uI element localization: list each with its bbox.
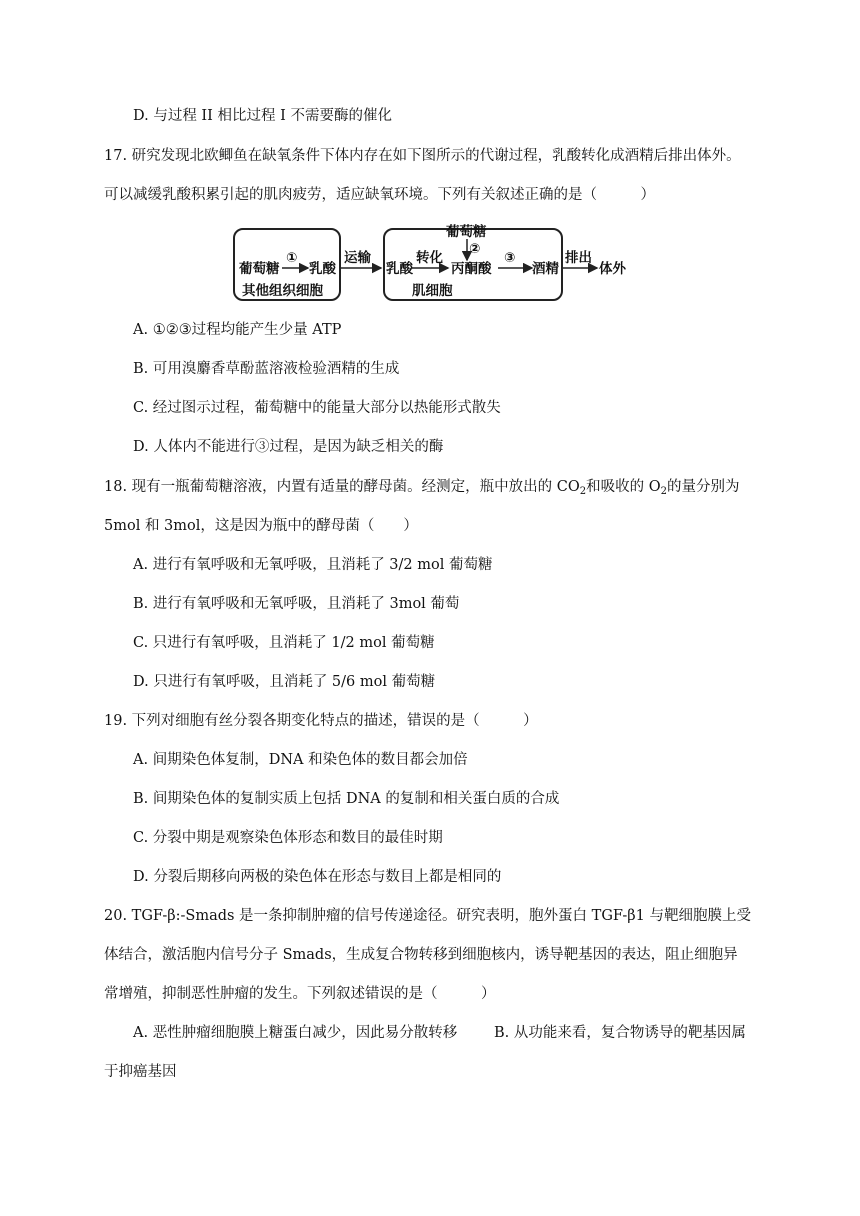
q18-stem-line1: 18. 现有一瓶葡萄糖溶液，内置有适量的酵母菌。经测定，瓶中放出的 $CO_2$和吸收的 $O_2$的量分别为 (104, 479, 740, 497)
q17-option-b: B. 可用溴麝香草酚蓝溶液检验酒精的生成 (133, 361, 400, 377)
q20-stem-line3: 常增殖，抑制恶性肿瘤的发生。下列叙述错误的是（ ） (104, 986, 496, 1002)
q18-option-a: A. 进行有氧呼吸和无氧呼吸，且消耗了 3/2 mol 葡萄糖 (133, 557, 493, 573)
q20-option-b-cont: 于抑癌基因 (104, 1064, 177, 1080)
q17-option-a: A. ①②③过程均能产生少量 ATP (133, 322, 342, 338)
q20-stem-line1: 20. TGF-β:-Smads 是一条抑制肿瘤的信号传递途径。研究表明，胞外蛋白 TGF-β1 与靶细胞膜上受 (104, 908, 751, 924)
diagram-glucose-top: 葡萄糖 (446, 224, 487, 240)
diagram-transport: 运输 (344, 250, 371, 266)
q19-option-c: C. 分裂中期是观察染色体形态和数目的最佳时期 (133, 830, 443, 846)
q19-option-b: B. 间期染色体的复制实质上包括 DNA 的复制和相关蛋白质的合成 (133, 791, 560, 807)
q17-stem-line2: 可以减缓乳酸积累引起的肌肉疲劳，适应缺氧环境。下列有关叙述正确的是（ ） (104, 187, 655, 203)
diagram-lactic-right: 乳酸 (386, 261, 413, 277)
diagram-alcohol: 酒精 (532, 261, 559, 277)
diagram-lactic-left: 乳酸 (309, 261, 336, 277)
q19-option-d: D. 分裂后期移向两极的染色体在形态与数目上都是相同的 (133, 869, 502, 885)
q17-stem-line1: 17. 研究发现北欧鲫鱼在缺氧条件下体内存在如下图所示的代谢过程，乳酸转化成酒精后排出体外。 (104, 148, 741, 164)
diagram-step2: ② (469, 241, 481, 257)
q17-option-d: D. 人体内不能进行③过程，是因为缺乏相关的酶 (133, 439, 444, 455)
diagram-pyruvate: 丙酮酸 (451, 261, 492, 277)
diagram-excrete: 排出 (565, 250, 592, 266)
q20-option-b: B. 从功能来看，复合物诱导的靶基因属 (494, 1025, 746, 1041)
q18-option-d: D. 只进行有氧呼吸，且消耗了 5/6 mol 葡萄糖 (133, 674, 436, 690)
diagram-outside: 体外 (599, 261, 626, 277)
q17-option-c: C. 经过图示过程，葡萄糖中的能量大部分以热能形式散失 (133, 400, 501, 416)
diagram-glucose-left: 葡萄糖 (239, 261, 280, 277)
q19-option-a: A. 间期染色体复制，DNA 和染色体的数目都会加倍 (133, 752, 468, 768)
metabolism-diagram (230, 220, 635, 305)
q18-option-c: C. 只进行有氧呼吸，且消耗了 1/2 mol 葡萄糖 (133, 635, 435, 651)
q19-stem: 19. 下列对细胞有丝分裂各期变化特点的描述，错误的是（ ） (104, 713, 538, 729)
diagram-other-cells: 其他组织细胞 (242, 283, 323, 299)
q20-stem-line2: 体结合，激活胞内信号分子 Smads，生成复合物转移到细胞核内，诱导靶基因的表达，阻止细胞异 (104, 947, 738, 963)
diagram-step3: ③ (504, 250, 516, 266)
q16-option-d: D. 与过程 II 相比过程 I 不需要酶的催化 (133, 108, 392, 124)
diagram-step1: ① (286, 250, 298, 266)
q20-option-a: A. 恶性肿瘤细胞膜上糖蛋白减少，因此易分散转移 (133, 1025, 458, 1041)
diagram-muscle-cell: 肌细胞 (412, 283, 453, 299)
diagram-convert: 转化 (416, 250, 443, 266)
q18-option-b: B. 进行有氧呼吸和无氧呼吸，且消耗了 3mol 葡萄 (133, 596, 460, 612)
q18-stem-line2: 5mol 和 3mol，这是因为瓶中的酵母菌（ ） (104, 518, 418, 534)
